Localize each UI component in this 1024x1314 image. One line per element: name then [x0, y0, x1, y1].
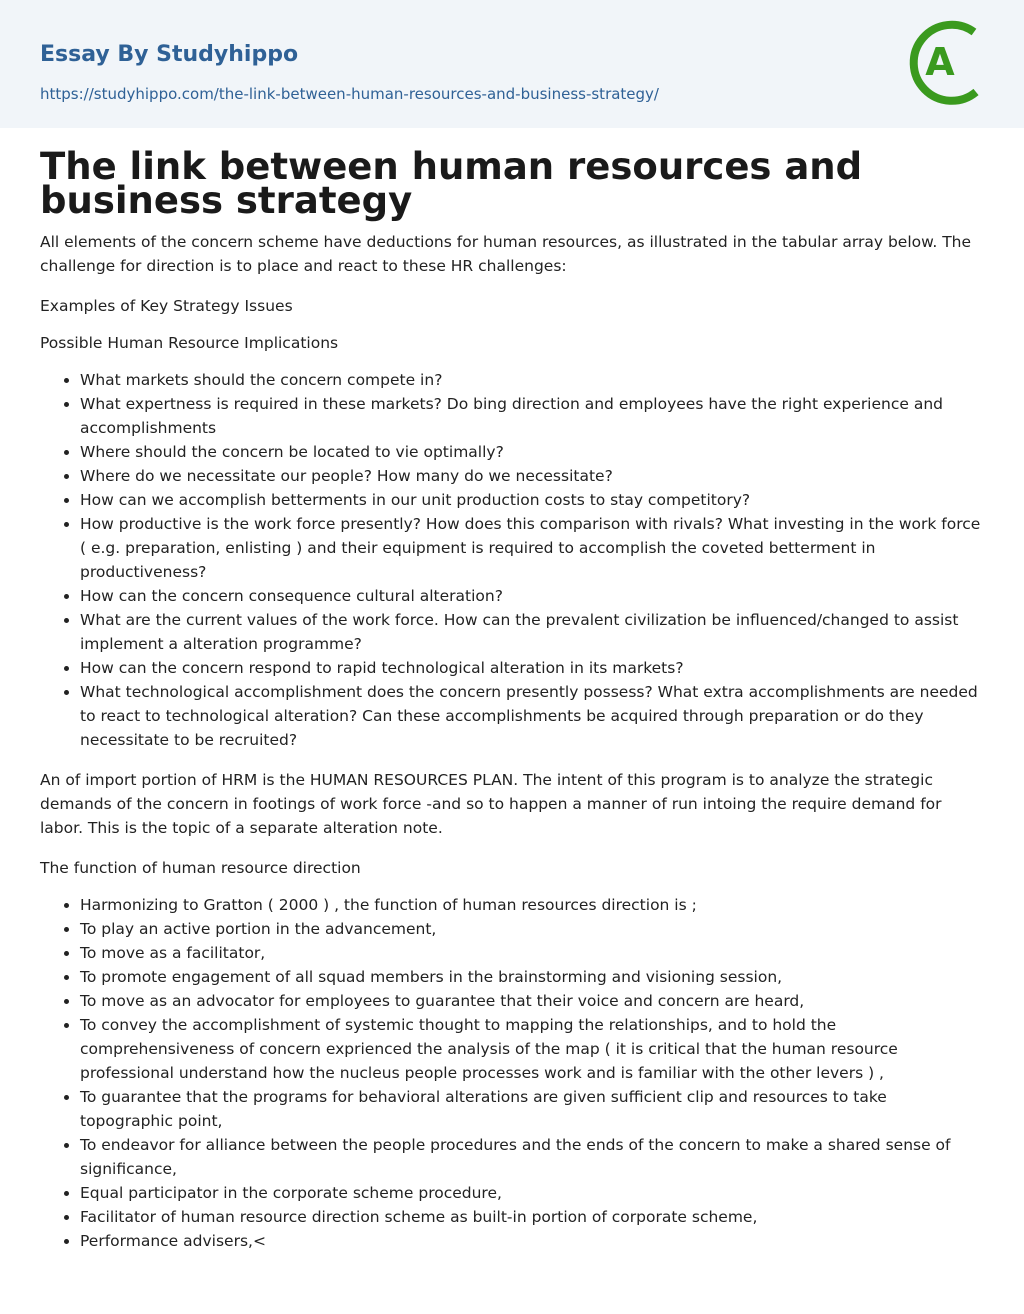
list-item: • What are the current values of the work force. How can the prevalent civilization be influenced/changed to assist implement a alteration programme? — [80, 608, 984, 656]
site-header — [0, 0, 1024, 128]
list-item: • How productive is the work force presently? How does this comparison with rivals? What investing in the work force ( e.g. preparation, enlisting ) and their equipment is required to accomplish the coveted betterment in productiveness? — [80, 512, 984, 584]
hr-implications-label: Possible Human Resource Implications — [40, 334, 339, 352]
brand-title[interactable]: Essay By Studyhippo — [40, 42, 299, 67]
list-item: • To promote engagement of all squad members in the brainstorming and visioning session, — [80, 965, 984, 989]
list-item: • Facilitator of human resource direction scheme as built-in portion of corporate scheme, — [80, 1205, 984, 1229]
functions-list — [40, 893, 984, 1253]
list-item: • What technological accomplishment does the concern presently possess? What extra accomplishments are needed to react to technological alteration? Can these accomplishments be acquired through preparation or do they necessitate to be recruited? — [80, 680, 984, 752]
list-item: • What expertness is required in these markets? Do bing direction and employees have the right experience and accomplishments — [80, 392, 984, 440]
list-item: • To play an active portion in the advancement, — [80, 917, 984, 941]
intro-paragraph: All elements of the concern scheme have deductions for human resources, as illustrated in the tabular array below. The challenge for direction is to place and react to these HR challenges: — [40, 233, 972, 275]
list-item: • How can the concern respond to rapid technological alteration in its markets? — [80, 656, 984, 680]
logo-letter: A — [925, 40, 955, 84]
hr-plan-paragraph: An of import portion of HRM is the HUMAN RESOURCES PLAN. The intent of this program is to analyze the strategic demands of the concern in footings of work force -and so to happen a manner of run intoing the require demand for labor. This is the topic of a separate alteration note. — [40, 771, 942, 837]
article-title: The link between human resources and business strategy — [40, 145, 863, 222]
list-item: • Where do we necessitate our people? How many do we necessitate? — [80, 464, 984, 488]
article-url-link[interactable]: https://studyhippo.com/the-link-between-human-resources-and-business-strategy/ — [40, 85, 659, 103]
function-heading: The function of human resource direction — [40, 859, 361, 877]
list-item: • Where should the concern be located to vie optimally? — [80, 440, 984, 464]
list-item: • Harmonizing to Gratton ( 2000 ) , the function of human resources direction is ; — [80, 893, 984, 917]
list-item: • To endeavor for alliance between the people procedures and the ends of the concern to make a shared sense of significance, — [80, 1133, 984, 1181]
strategy-issues-label: Examples of Key Strategy Issues — [40, 297, 293, 315]
studyhippo-logo-icon[interactable] — [906, 18, 990, 106]
list-item: • To move as an advocator for employees to guarantee that their voice and concern are heard, — [80, 989, 984, 1013]
list-item: • To move as a facilitator, — [80, 941, 984, 965]
list-item: • How can we accomplish betterments in our unit production costs to stay competitory? — [80, 488, 984, 512]
list-item: • How can the concern consequence cultural alteration? — [80, 584, 984, 608]
list-item: • Performance advisers,< — [80, 1229, 984, 1253]
list-item: • To convey the accomplishment of systemic thought to mapping the relationships, and to hold the comprehensiveness of concern exprienced the analysis of the map ( it is critical that the human resource professional understand how the nucleus people processes work and is familiar with the other levers ) , — [80, 1013, 984, 1085]
list-item: • Equal participator in the corporate scheme procedure, — [80, 1181, 984, 1205]
list-item: • What markets should the concern compete in? — [80, 368, 984, 392]
questions-list — [40, 368, 984, 752]
list-item: • To guarantee that the programs for behavioral alterations are given sufficient clip and resources to take topographic point, — [80, 1085, 984, 1133]
